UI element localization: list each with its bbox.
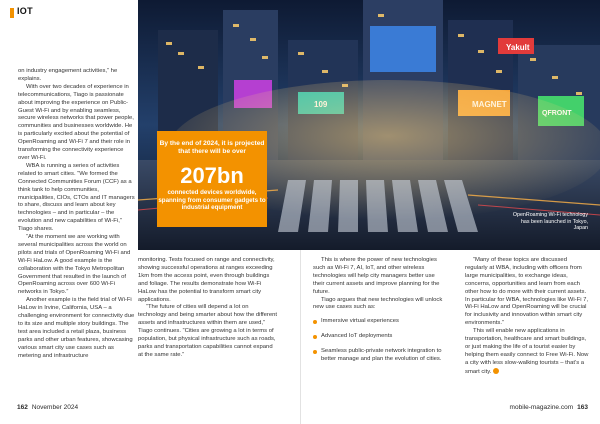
folio-left: [17, 404, 78, 411]
paragraph-text: This will enable new applications in transportation, healthcare and smart buildings, or just making the life of a tourist easier by helping them easily connect to Free Wi-Fi. Now a city with less slow-walking tourists – that’s a smart city.: [465, 328, 589, 375]
article-column-3: [313, 257, 445, 371]
paragraph: “At the moment we are working with several municipalities across the world on pilots and trials of OpenRoaming Wi-Fi and Wi-Fi HaLow. A good example is the collaboration with the Tokyo Metropolitan Government that resulted in the launch of OpenRoaming across over 600 Wi-Fi networks in Tokyo.”: [18, 234, 131, 296]
paragraph: WBA is running a series of activities related to smart cities. “We formed the Connected Communities Forum (CCF) as a think tank to help communities, municipalities, CIOs, CTOs and IT managers to share, discuss and learn about key technologies – and in particular – the evolution and new capabilities of Wi-Fi,” Tiago shares.: [18, 162, 135, 233]
page-number: 163: [577, 404, 588, 411]
site-url: mobile-magazine.com: [509, 404, 574, 411]
end-mark-icon: [493, 368, 499, 374]
folio-right: [510, 404, 588, 411]
section-marker: [10, 8, 14, 18]
paragraph: on industry engagement activities,” he explains.: [18, 68, 118, 82]
paragraph: monitoring. Tests focused on range and connectivity, showing successful operations at ranges exceeding 1km from the access point, even through buildings and foliage. The results demonstrate how Wi-Fi HaLow has the potential to transform smart city applications.: [138, 257, 275, 303]
list-item: Seamless public-private network integration to better manage and plan the evolution of cities.: [313, 348, 445, 364]
paragraph: This is where the power of new technologies such as Wi-Fi 7, AI, IoT, and other wireless technologies will help city managers better use their current assets and improve planning for the future.: [313, 257, 440, 295]
callout-figure: 207bn: [180, 163, 244, 188]
paragraph: “Many of these topics are discussed regularly at WBA, including with officers from large municipalities, to exchange ideas, concerns, opportunities and learn from each other how to do more with their current assets. In particular for WBA, technologies like Wi-Fi 7, Wi-Fi HaLow and OpenRoaming will be crucial for inclusivity and innovation within smart city environments.”: [465, 257, 589, 327]
use-case-list: [313, 318, 445, 364]
section-label: IOT: [17, 6, 33, 16]
paragraph: “The future of cities will depend a lot on technology and being smarter about how the different assets and infrastructures within them are used,” Tiago continues. “Cities are growing a lot in terms of population, but physical infrastructure such as roads, parks and transportation capabilities cannot expand at the same rate.”: [138, 304, 278, 358]
page-number: 162: [17, 404, 28, 411]
paragraph: [465, 328, 590, 376]
callout-lead: By the end of 2024, it is projected that there will be over: [159, 140, 265, 155]
paragraph: Tiago argues that new technologies will unlock new use cases such as:: [313, 296, 443, 311]
photo-caption: OpenRoaming Wi-Fi technology has been launched in Tokyo, Japan: [512, 212, 588, 232]
stat-callout: [157, 131, 267, 227]
article-column-2: [138, 257, 278, 360]
callout-tail: connected devices worldwide, spanning from consumer gadgets to industrial equipment: [158, 189, 266, 211]
paragraph: With over two decades of experience in telecommunications, Tiago is passionate about improving the experience on Public-Guest Wi-Fi and by enabling seamless, secure wireless networks that power people, communities and businesses worldwide. He is particularly excited about the potential of OpenRoaming and Wi-Fi 7 and their role in transforming the connectivity experience over Wi-Fi.: [18, 83, 134, 161]
issue-date: November 2024: [31, 404, 79, 411]
list-item: Advanced IoT deployments: [313, 333, 445, 341]
paragraph: Another example is the field trial of Wi-Fi HaLow in Irvine, California, USA – a challenging environment for connectivity due to its size and multiple story buildings. The test area included a retail plaza, business parks and other urban features, showcasing various smart city use cases such as metering and infrastructure: [18, 297, 135, 359]
billboard-sign: Yakult: [506, 43, 530, 52]
article-column-4: [465, 257, 590, 377]
list-item: Immersive virtual experiences: [313, 318, 445, 326]
article-column-1: [18, 68, 135, 361]
